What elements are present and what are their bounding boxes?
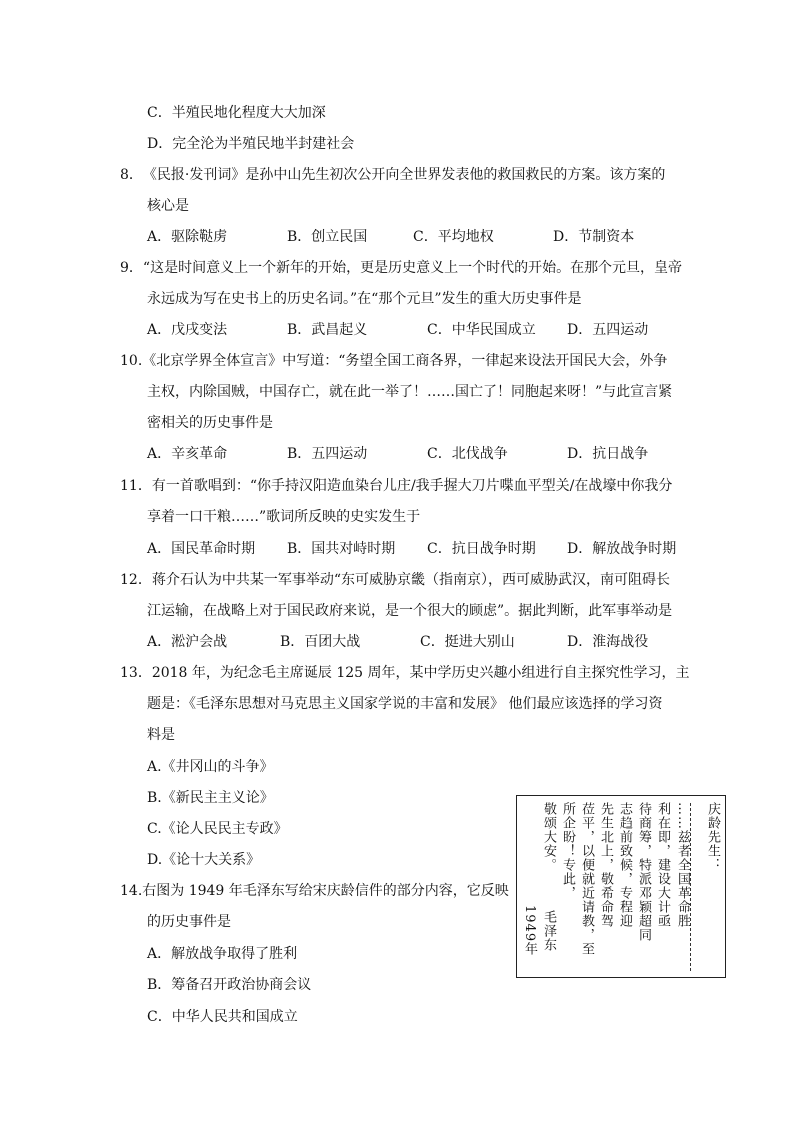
- q10-stem-line1: 10.《北京学界全体宣言》中写道：“务望全国工商各界，一律起来设法开国民大会，外争: [120, 353, 668, 369]
- q13-option-b: B.《新民主主义论》: [147, 790, 274, 806]
- q10-stem-line2: 主权，内除国贼，中国存亡，就在此一举了！……国亡了！同胞起来呀！”与此宣言紧: [147, 384, 673, 400]
- q13-stem-line2: 题是：《毛泽东思想对马克思主义国家学说的丰富和发展》 他们最应该选择的学习资: [147, 696, 663, 712]
- q14-option-a: A．解放战争取得了胜利: [147, 946, 298, 962]
- q8-stem-line2: 核心是: [147, 198, 189, 214]
- q10-options: [147, 445, 648, 463]
- letter-col-7: 莅平，以便就近请教，至: [579, 802, 594, 956]
- q8-option-d: D．节制资本: [553, 229, 635, 245]
- q10-stem-line3: 密相关的历史事件是: [147, 415, 273, 431]
- q14-option-b: B．筹备召开政治协商会议: [147, 977, 312, 993]
- q10-option-a: A．辛亥革命: [147, 446, 228, 462]
- letter-col-2: ……兹者全国革命胜: [675, 802, 690, 928]
- letter-signature-year: 1949年: [522, 905, 537, 957]
- letter-col-4: 待商筹，特派邓颖超同: [636, 802, 651, 942]
- q9-stem-line1: 9．“这是时间意义上一个新年的开始，更是历史意义上一个时代的开始。在那个元旦，皇帝: [120, 260, 683, 276]
- q9-option-c: C．中华民国成立: [427, 322, 536, 338]
- q13-option-a: A.《井冈山的斗争》: [147, 759, 274, 775]
- q13-option-c: C.《论人民民主专政》: [147, 821, 288, 837]
- letter-col-3: 利在即，建设大计亟: [655, 802, 670, 928]
- letter-ellipsis-divider: [690, 803, 691, 971]
- letter-signature-name: 毛泽东: [541, 910, 556, 952]
- q11-option-a: A．国民革命时期: [147, 541, 256, 557]
- q9-stem-line2: 永远成为写在史书上的历史名词。”在“那个元旦”发生的重大历史事件是: [147, 291, 582, 307]
- q13-stem-line3: 料是: [147, 727, 175, 743]
- q11-option-b: B．国共对峙时期: [287, 541, 396, 557]
- q8-options: [147, 228, 634, 246]
- letter-col-6: 先生北上，敬希命驾: [598, 802, 613, 928]
- q14-stem-line1: 14.右图为 1949 年毛泽东写给宋庆龄信件的部分内容，它反映: [120, 883, 509, 899]
- q11-stem-line1: 11．有一首歌唱到：“你手持汉阳造血染台儿庄/我手握大刀片喋血平型关/在战壕中你我分: [120, 478, 673, 494]
- q12-option-a: A．淞沪会战: [147, 634, 228, 650]
- q12-options: [147, 633, 648, 651]
- q12-stem-line2: 江运输，在战略上对于国民政府来说，是一个很大的顾虑”。据此判断，此军事举动是: [147, 603, 673, 619]
- q12-option-b: B．百团大战: [280, 634, 361, 650]
- q11-option-d: D．解放战争时期: [567, 541, 677, 557]
- q12-option-c: C．挺进大别山: [420, 634, 515, 650]
- q10-option-b: B．五四运动: [287, 446, 368, 462]
- q14-stem-line2: 的历史事件是: [147, 914, 231, 930]
- q14-option-c: C．中华人民共和国成立: [147, 1009, 298, 1025]
- q13-option-d: D.《论十大关系》: [147, 852, 261, 868]
- letter-col-5: 志趋前致候，专程迎: [617, 802, 632, 928]
- q8-option-c: C．平均地权: [413, 229, 494, 245]
- q7-option-c: C．半殖民地化程度大大加深: [147, 105, 326, 121]
- q9-options: [147, 321, 648, 339]
- letter-col-8: 所企盼！专此，: [560, 802, 575, 900]
- q11-options: [147, 540, 676, 558]
- q9-option-b: B．武昌起义: [287, 322, 368, 338]
- letter-col-9: 敬颂大安。: [541, 802, 556, 872]
- q8-stem-line1: 8． 《民报·发刊词》是孙中山先生初次公开向全世界发表他的救国救民的方案。该方案的: [120, 167, 666, 183]
- q9-option-a: A．戊戌变法: [147, 322, 228, 338]
- q10-option-d: D．抗日战争: [567, 446, 649, 462]
- q12-option-d: D．淮海战役: [567, 634, 649, 650]
- q9-option-d: D．五四运动: [567, 322, 649, 338]
- q11-stem-line2: 享着一口干粮……”歌词所反映的史实发生于: [147, 509, 421, 525]
- q8-option-a: A．驱除鞑虏: [147, 229, 228, 245]
- q8-option-b: B．创立民国: [287, 229, 368, 245]
- q11-option-c: C．抗日战争时期: [427, 541, 536, 557]
- q12-stem-line1: 12．蒋介石认为中共某一军事举动“东可威胁京畿（指南京），西可威胁武汉，南可阻碍长: [120, 572, 670, 588]
- q10-option-c: C．北伐战争: [427, 446, 508, 462]
- letter-col-salutation: 庆龄先生：: [705, 802, 720, 872]
- q13-stem-line1: 13．2018 年，为纪念毛主席诞辰 125 周年，某中学历史兴趣小组进行自主探究性学习，主: [120, 665, 690, 681]
- q7-option-d: D．完全沦为半殖民地半封建社会: [147, 136, 355, 152]
